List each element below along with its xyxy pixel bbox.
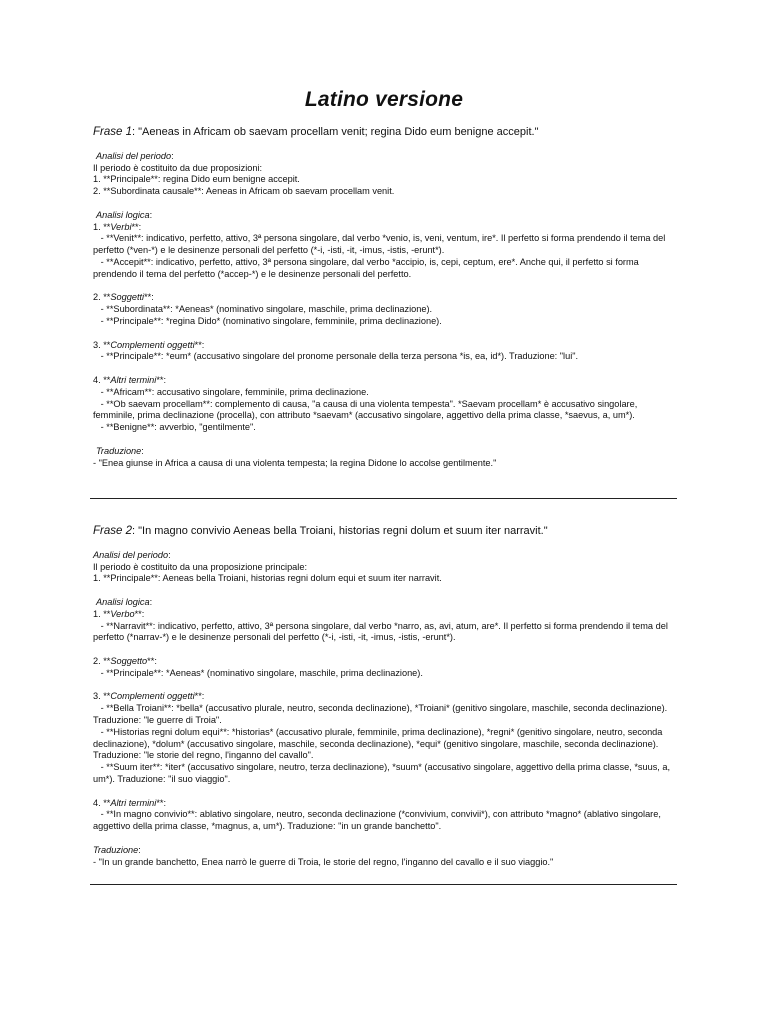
traduzione-heading: Traduzione: bbox=[96, 445, 144, 456]
complementi-heading: 3. **Complementi oggetti**: bbox=[93, 339, 205, 350]
periodo-intro: Il periodo è costituito da due proposizioni: bbox=[93, 162, 263, 173]
list-item: - **Suum iter**: *iter* (accusativo singolare, neutro, terza declinazione), *suum* (accusativo singolare, aggettivo della prima classe, *suus, a, um*). Traduzione: "il suo viaggio". bbox=[93, 762, 673, 784]
list-item: - **Benigne**: avverbio, "gentilmente". bbox=[93, 422, 256, 433]
frase-2-label: Frase 2 bbox=[93, 525, 132, 537]
list-item: - **Narravit**: indicativo, perfetto, attivo, 3ª persona singolare, dal verbo *narro, as, avi, atum, are*. Il perfetto si forma prendendo il tema del perfetto (*narrav-*) e le desinenze personali del perfetto (*-i, -isti, -it, -imus, -istis, -erunt*). bbox=[93, 620, 671, 643]
frase-2-text: : "In magno convivio Aeneas bella Troiani, historias regni dolum et suum iter narravit." bbox=[132, 525, 548, 537]
frase-1-section bbox=[93, 125, 673, 469]
traduzione-text: - "In un grande banchetto, Enea narrò le guerre di Troia, le storie del regno, l'inganno del cavallo e il suo viaggio." bbox=[93, 856, 554, 867]
analisi-logica-heading: Analisi logica: bbox=[96, 209, 153, 220]
analisi-periodo-heading: Analisi del periodo: bbox=[96, 150, 174, 161]
frase-2-section bbox=[93, 524, 673, 868]
altri-termini-heading: 4. **Altri termini**: bbox=[93, 797, 167, 808]
list-item: - **Subordinata**: *Aeneas* (nominativo singolare, maschile, prima declinazione). bbox=[93, 304, 433, 315]
periodo-item: 1. **Principale**: Aeneas bella Troiani, historias regni dolum equi et suum iter narravit. bbox=[93, 573, 442, 584]
section-divider bbox=[90, 884, 677, 885]
page-title: Latino versione bbox=[304, 88, 464, 111]
verbo-heading: 1. **Verbo**: bbox=[93, 608, 145, 619]
list-item: - **In magno convivio**: ablativo singolare, neutro, seconda declinazione (*convivium, convivii*), con attributo *magno* (ablativo singolare, aggettivo della prima classe, *magnus, a, um*). Traduzione: "in un grande banchetto". bbox=[93, 809, 664, 832]
frase-1-text: : "Aeneas in Africam ob saevam procellam venit; regina Dido eum benigne accepit." bbox=[132, 126, 539, 138]
list-item: - **Principale**: *eum* (accusativo singolare del pronome personale della terza persona *is, ea, id*). Traduzione: "lui". bbox=[93, 351, 579, 362]
periodo-item: 2. **Subordinata causale**: Aeneas in Africam ob saevam procellam venit. bbox=[93, 186, 395, 197]
section-divider bbox=[90, 498, 677, 499]
list-item: - **Accepit**: indicativo, perfetto, attivo, 3ª persona singolare, dal verbo *accipio, is, cepi, ceptum, ere*. Anche qui, il perfetto si forma prendendo il tema del perfetto (*accep-*) e le desinenze personali del perfetto. bbox=[93, 256, 642, 279]
periodo-item: 1. **Principale**: regina Dido eum benigne accepit. bbox=[93, 174, 300, 185]
altri-termini-heading: 4. **Altri termini**: bbox=[93, 374, 167, 385]
frase-2-heading bbox=[93, 524, 673, 538]
traduzione-heading: Traduzione: bbox=[93, 844, 141, 855]
soggetti-heading: 2. **Soggetti**: bbox=[93, 292, 154, 303]
soggetto-heading: 2. **Soggetto**: bbox=[93, 655, 157, 666]
traduzione-text: - "Enea giunse in Africa a causa di una violenta tempesta; la regina Didone lo accolse gentilmente." bbox=[93, 457, 497, 468]
verbi-heading: 1. **Verbi**: bbox=[93, 221, 142, 232]
list-item: - **Venit**: indicativo, perfetto, attivo, 3ª persona singolare, dal verbo *venio, is, veni, ventum, ire*. Il perfetto si forma prendendo il tema del perfetto (*ven-*) e le desinenze personali del perfetto (*-i, -isti, -it, -imus, -istis, -erunt*). bbox=[93, 233, 668, 256]
complementi-heading: 3. **Complementi oggetti**: bbox=[93, 691, 205, 702]
list-item: - **Principale**: *Aeneas* (nominativo singolare, maschile, prima declinazione). bbox=[93, 667, 423, 678]
list-item: - **Principale**: *regina Dido* (nominativo singolare, femminile, prima declinazione). bbox=[93, 315, 442, 326]
frase-1-label: Frase 1 bbox=[93, 126, 132, 138]
list-item: - **Historias regni dolum equi**: *historias* (accusativo plurale, femminile, prima declinazione), *regni* (genitivo singolare, neutro, seconda declinazione), *dolum* (accusativo singolare, maschile, seconda declinazione), *equi* (genitivo singolare, maschile, seconda declinazione). Traduzione: "le storie del regno, l'inganno del cavallo". bbox=[93, 726, 665, 761]
list-item: - **Bella Troiani**: *bella* (accusativo plurale, neutro, seconda declinazione), *Troiani* (genitivo singolare, maschile, seconda declinazione). Traduzione: "le guerre di Troia". bbox=[93, 703, 670, 725]
list-item: - **Ob saevam procellam**: complemento di causa, "a causa di una violenta tempesta". *Saevam procellam* è accusativo singolare, femminile, prima declinazione (procella), con attributo *saevam* (accusativo singolare, aggettivo della prima classe, *saevus, a, um*). bbox=[93, 398, 640, 421]
list-item: - **Africam**: accusativo singolare, femminile, prima declinazione. bbox=[93, 386, 369, 397]
periodo-intro: Il periodo è costituito da una proposizione principale: bbox=[93, 561, 307, 572]
frase-1-heading bbox=[93, 125, 673, 139]
analisi-periodo-heading: Analisi del periodo: bbox=[93, 549, 171, 560]
analisi-logica-heading: Analisi logica: bbox=[96, 596, 153, 607]
